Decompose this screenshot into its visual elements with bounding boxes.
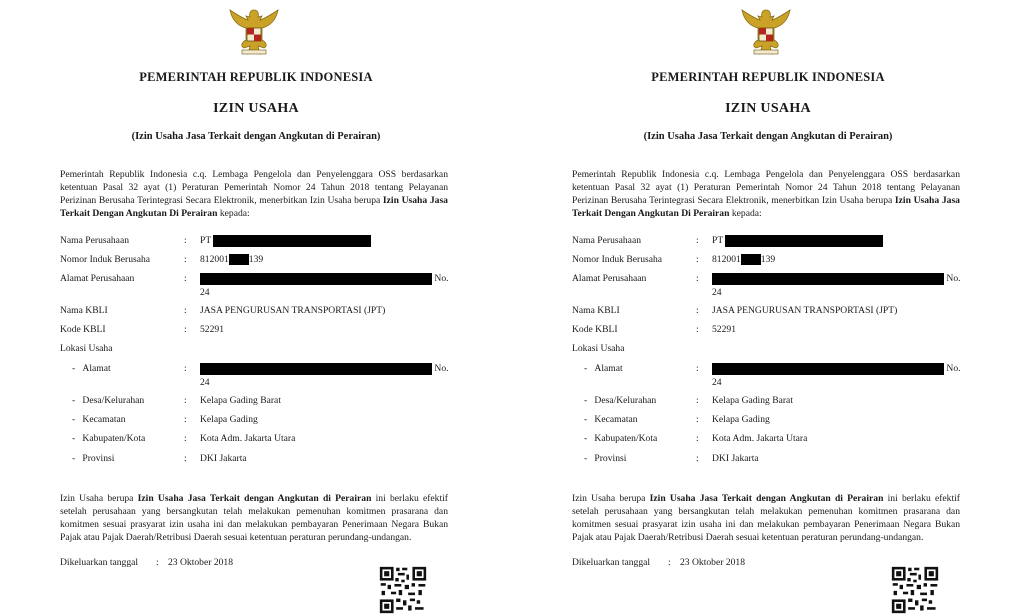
issued-date: Dikeluarkan tanggal : 23 Oktober 2018 <box>60 557 234 568</box>
redaction-box <box>229 254 249 265</box>
field-nama-perusahaan: Nama Perusahaan : PT <box>572 234 972 248</box>
field-kode-kbli: Kode KBLI : 52291 <box>60 324 224 335</box>
certificate-page-right <box>512 0 1024 614</box>
field-kabupaten: - Kabupaten/Kota : Kota Adm. Jakarta Utara <box>72 433 296 444</box>
header-country: PEMERINTAH REPUBLIK INDONESIA <box>139 70 373 84</box>
closing-paragraph: Izin Usaha berupa Izin Usaha Jasa Terkait dengan Angkutan di Perairan ini berlaku efektif setelah perusahaan yang bersangkutan telah melakukan pemenuhan komitmen prasarana dan komitmen sesuai prasyarat izin usaha ini dan melakukan pembayaran Penerimaan Negara Bukan Pajak atau Pajak Daerah/Retribusi Daerah sesuai ketentuan peraturan perundang-undangan. <box>60 493 449 543</box>
field-alamat: - Alamat : No. 24 <box>72 363 449 388</box>
field-alamat-perusahaan: Alamat Perusahaan : No. 24 <box>572 273 961 298</box>
field-nib: Nomor Induk Berusaha : 812001 139 <box>572 254 776 265</box>
field-nama-perusahaan: Nama Perusahaan : PT <box>60 234 460 248</box>
qr-code-icon <box>375 566 431 614</box>
field-provinsi: - Provinsi : DKI Jakarta <box>584 453 759 464</box>
field-nib: Nomor Induk Berusaha : 812001 139 <box>60 254 264 265</box>
redaction-box <box>200 363 432 375</box>
field-nama-kbli: Nama KBLI : JASA PENGURUSAN TRANSPORTASI (JPT) <box>60 305 386 316</box>
field-kecamatan: - Kecamatan : Kelapa Gading <box>72 414 258 425</box>
redaction-box <box>741 254 761 265</box>
intro-paragraph: Pemerintah Republik Indonesia c.q. Lembaga Pengelola dan Penyelenggara OSS berdasarkan ketentuan Pasal 32 ayat (1) Peraturan Pemerintah Nomor 24 Tahun 2018 tentang Pelayanan Perizinan Berusaha Terintegrasi Secara Elektronik, menerbitkan Izin Usaha berupa Izin Usaha Jasa Terkait Dengan Angkutan Di Perairan kepada: <box>572 169 960 219</box>
header-country: PEMERINTAH REPUBLIK INDONESIA <box>651 70 885 84</box>
redaction-box <box>213 235 371 247</box>
field-lokasi-usaha: Lokasi Usaha <box>572 343 625 354</box>
field-alamat-perusahaan: Alamat Perusahaan : No. 24 <box>60 273 449 298</box>
redaction-box <box>712 273 944 285</box>
field-desa: - Desa/Kelurahan : Kelapa Gading Barat <box>72 395 281 406</box>
garuda-emblem-icon <box>228 4 280 58</box>
field-alamat: - Alamat : No. 24 <box>584 363 961 388</box>
document-subtitle: (Izin Usaha Jasa Terkait dengan Angkutan di Perairan) <box>131 131 381 142</box>
document-title: IZIN USAHA <box>725 101 811 116</box>
field-kode-kbli: Kode KBLI : 52291 <box>572 324 736 335</box>
field-desa: - Desa/Kelurahan : Kelapa Gading Barat <box>584 395 793 406</box>
intro-paragraph: Pemerintah Republik Indonesia c.q. Lembaga Pengelola dan Penyelenggara OSS berdasarkan ketentuan Pasal 32 ayat (1) Peraturan Pemerintah Nomor 24 Tahun 2018 tentang Pelayanan Perizinan Berusaha Terintegrasi Secara Elektronik, menerbitkan Izin Usaha berupa Izin Usaha Jasa Terkait Dengan Angkutan Di Perairan kepada: <box>60 169 448 219</box>
redaction-box <box>712 363 944 375</box>
garuda-emblem-icon <box>740 4 792 58</box>
field-nama-kbli: Nama KBLI : JASA PENGURUSAN TRANSPORTASI (JPT) <box>572 305 898 316</box>
redaction-box <box>200 273 432 285</box>
field-kecamatan: - Kecamatan : Kelapa Gading <box>584 414 770 425</box>
field-kabupaten: - Kabupaten/Kota : Kota Adm. Jakarta Utara <box>584 433 808 444</box>
field-lokasi-usaha: Lokasi Usaha <box>60 343 113 354</box>
issued-date: Dikeluarkan tanggal : 23 Oktober 2018 <box>572 557 746 568</box>
document-title: IZIN USAHA <box>213 101 299 116</box>
qr-code-icon <box>887 566 943 614</box>
closing-paragraph: Izin Usaha berupa Izin Usaha Jasa Terkait dengan Angkutan di Perairan ini berlaku efektif setelah perusahaan yang bersangkutan telah melakukan pemenuhan komitmen prasarana dan komitmen sesuai prasyarat izin usaha ini dan melakukan pembayaran Penerimaan Negara Bukan Pajak atau Pajak Daerah/Retribusi Daerah sesuai ketentuan peraturan perundang-undangan. <box>572 493 961 543</box>
field-provinsi: - Provinsi : DKI Jakarta <box>72 453 247 464</box>
document-subtitle: (Izin Usaha Jasa Terkait dengan Angkutan di Perairan) <box>643 131 893 142</box>
redaction-box <box>725 235 883 247</box>
